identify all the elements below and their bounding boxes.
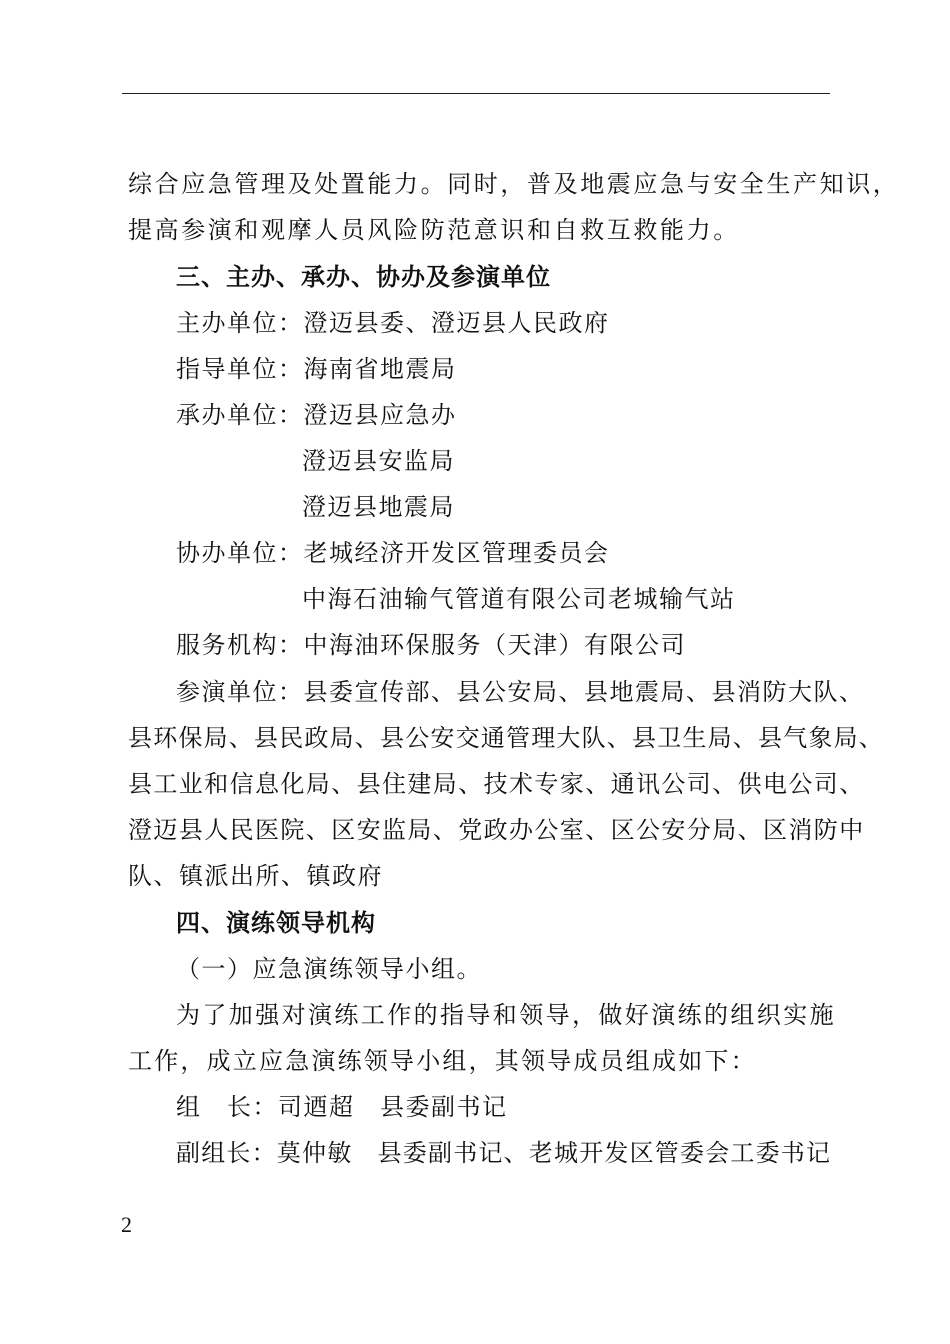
header-rule [122, 93, 830, 94]
participant-line: 县工业和信息化局、县住建局、技术专家、通讯公司、供电公司、 [128, 770, 865, 798]
service-unit: 服务机构：中海油环保服务（天津）有限公司 [176, 631, 686, 659]
section-heading-3: 三、主办、承办、协办及参演单位 [176, 263, 551, 291]
leader-line: 组 长：司迺超 县委副书记 [176, 1093, 508, 1121]
host-unit: 主办单位：澄迈县委、澄迈县人民政府 [176, 309, 610, 337]
participant-line: 县环保局、县民政局、县公安交通管理大队、县卫生局、县气象局、 [128, 724, 884, 752]
subsection-heading: （一）应急演练领导小组。 [176, 955, 482, 983]
participant-line: 参演单位：县委宣传部、县公安局、县地震局、县消防大队、 [176, 678, 865, 706]
paragraph-line: 综合应急管理及处置能力。同时，普及地震应急与安全生产知识， [128, 170, 900, 198]
assist-unit: 协办单位：老城经济开发区管理委员会 [176, 539, 610, 567]
deputy-leader-line: 副组长：莫仲敏 县委副书记、老城开发区管委会工委书记 [176, 1139, 832, 1167]
paragraph-line: 提高参演和观摩人员风险防范意识和自救互救能力。 [128, 216, 740, 244]
participant-line: 队、镇派出所、镇政府 [128, 862, 383, 890]
organizer-unit-2: 澄迈县安监局 [302, 447, 455, 475]
participant-line: 澄迈县人民医院、区安监局、党政办公室、区公安分局、区消防中 [128, 816, 865, 844]
page-number: 2 [121, 1212, 132, 1237]
section-heading-4: 四、演练领导机构 [176, 909, 376, 937]
paragraph-line: 为了加强对演练工作的指导和领导，做好演练的组织实施 [176, 1001, 836, 1029]
guide-unit: 指导单位：海南省地震局 [176, 355, 457, 383]
organizer-unit: 承办单位：澄迈县应急办 [176, 401, 457, 429]
assist-unit-2: 中海石油输气管道有限公司老城输气站 [302, 585, 736, 613]
organizer-unit-3: 澄迈县地震局 [302, 493, 455, 521]
paragraph-line: 工作，成立应急演练领导小组，其领导成员组成如下： [128, 1047, 757, 1075]
